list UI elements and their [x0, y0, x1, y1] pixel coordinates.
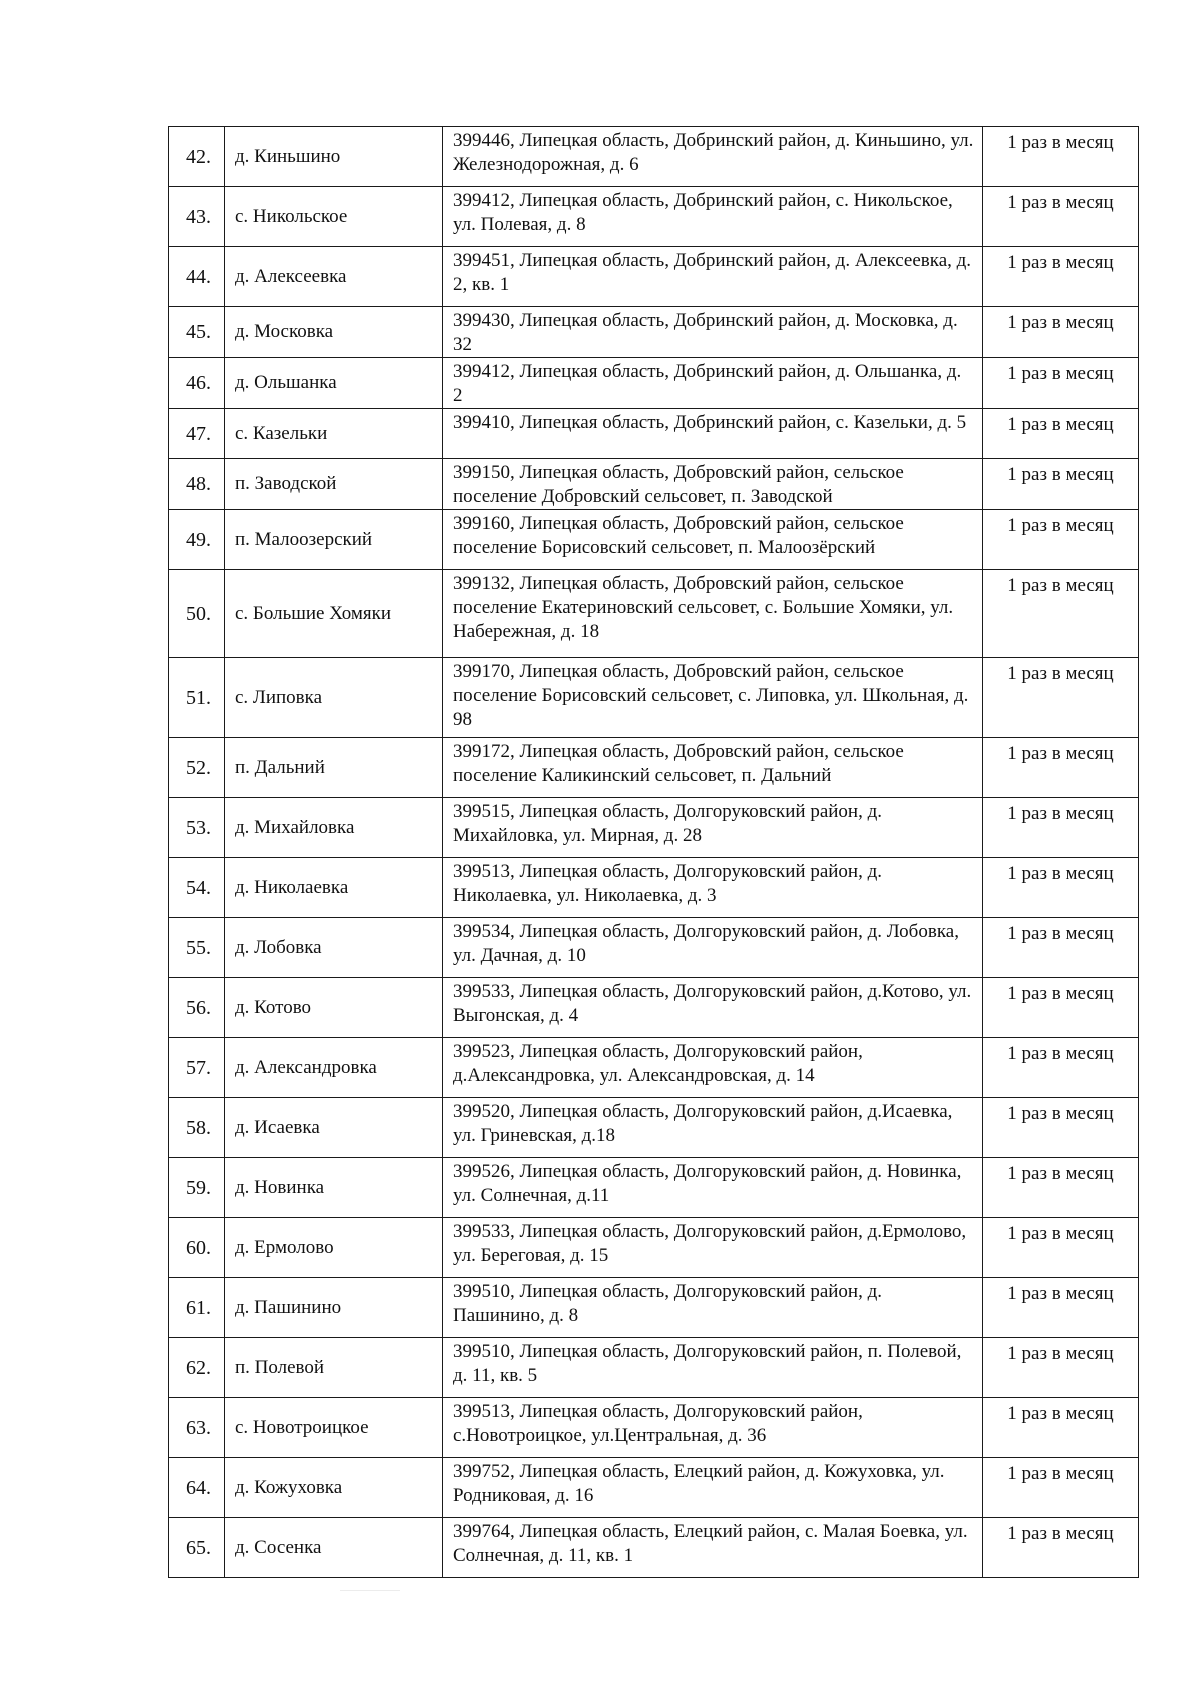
table-body: [169, 127, 1139, 1578]
settlement-name: с. Казельки: [225, 409, 443, 459]
visit-frequency: 1 раз в месяц: [983, 918, 1139, 978]
table-row: [169, 1518, 1139, 1578]
visit-frequency: 1 раз в месяц: [983, 658, 1139, 738]
table-row: [169, 127, 1139, 187]
row-number: 56.: [169, 978, 225, 1038]
settlement-name: д. Московка: [225, 307, 443, 358]
settlement-address: 399412, Липецкая область, Добринский район, с. Никольское, ул. Полевая, д. 8: [443, 187, 983, 247]
table-row: [169, 858, 1139, 918]
settlement-address: 399764, Липецкая область, Елецкий район, с. Малая Боевка, ул. Солнечная, д. 11, кв. 1: [443, 1518, 983, 1578]
visit-frequency: 1 раз в месяц: [983, 510, 1139, 570]
settlement-address: 399523, Липецкая область, Долгоруковский район, д.Александровка, ул. Александровская, д. 14: [443, 1038, 983, 1098]
settlement-address: 399534, Липецкая область, Долгоруковский район, д. Лобовка, ул. Дачная, д. 10: [443, 918, 983, 978]
settlement-name: с. Большие Хомяки: [225, 570, 443, 658]
table-row: [169, 510, 1139, 570]
settlement-address: 399170, Липецкая область, Добровский район, сельское поселение Борисовский сельсовет, с. Липовка, ул. Школьная, д. 98: [443, 658, 983, 738]
settlement-address: 399446, Липецкая область, Добринский район, д. Киньшино, ул. Железнодорожная, д. 6: [443, 127, 983, 187]
table-row: [169, 187, 1139, 247]
settlement-address: 399513, Липецкая область, Долгоруковский район, с.Новотроицкое, ул.Центральная, д. 36: [443, 1398, 983, 1458]
table-row: [169, 1098, 1139, 1158]
visit-frequency: 1 раз в месяц: [983, 1458, 1139, 1518]
settlement-name: п. Заводской: [225, 459, 443, 510]
settlement-address: 399526, Липецкая область, Долгоруковский район, д. Новинка, ул. Солнечная, д.11: [443, 1158, 983, 1218]
settlement-name: д. Кожуховка: [225, 1458, 443, 1518]
table-row: [169, 307, 1139, 358]
visit-frequency: 1 раз в месяц: [983, 1518, 1139, 1578]
visit-frequency: 1 раз в месяц: [983, 978, 1139, 1038]
visit-frequency: 1 раз в месяц: [983, 247, 1139, 307]
row-number: 48.: [169, 459, 225, 510]
settlement-address: 399410, Липецкая область, Добринский район, с. Казельки, д. 5: [443, 409, 983, 459]
settlement-name: с. Никольское: [225, 187, 443, 247]
table-row: [169, 1278, 1139, 1338]
settlement-name: с. Новотроицкое: [225, 1398, 443, 1458]
visit-frequency: 1 раз в месяц: [983, 127, 1139, 187]
scan-mark: [340, 1590, 400, 1591]
visit-frequency: 1 раз в месяц: [983, 459, 1139, 510]
row-number: 65.: [169, 1518, 225, 1578]
table-row: [169, 798, 1139, 858]
row-number: 55.: [169, 918, 225, 978]
row-number: 59.: [169, 1158, 225, 1218]
visit-frequency: 1 раз в месяц: [983, 570, 1139, 658]
row-number: 43.: [169, 187, 225, 247]
table-row: [169, 978, 1139, 1038]
settlement-address: 399172, Липецкая область, Добровский район, сельское поселение Каликинский сельсовет, п. Дальний: [443, 738, 983, 798]
row-number: 63.: [169, 1398, 225, 1458]
visit-frequency: 1 раз в месяц: [983, 738, 1139, 798]
table-row: [169, 409, 1139, 459]
table-row: [169, 918, 1139, 978]
settlement-address: 399412, Липецкая область, Добринский район, д. Ольшанка, д. 2: [443, 358, 983, 409]
row-number: 61.: [169, 1278, 225, 1338]
row-number: 64.: [169, 1458, 225, 1518]
table-row: [169, 1158, 1139, 1218]
table-row: [169, 1398, 1139, 1458]
visit-frequency: 1 раз в месяц: [983, 358, 1139, 409]
table-row: [169, 1338, 1139, 1398]
visit-frequency: 1 раз в месяц: [983, 858, 1139, 918]
visit-frequency: 1 раз в месяц: [983, 1158, 1139, 1218]
table-row: [169, 459, 1139, 510]
settlement-name: д. Исаевка: [225, 1098, 443, 1158]
settlement-address: 399510, Липецкая область, Долгоруковский район, п. Полевой, д. 11, кв. 5: [443, 1338, 983, 1398]
settlement-name: д. Александровка: [225, 1038, 443, 1098]
row-number: 52.: [169, 738, 225, 798]
visit-frequency: 1 раз в месяц: [983, 798, 1139, 858]
visit-frequency: 1 раз в месяц: [983, 1038, 1139, 1098]
visit-frequency: 1 раз в месяц: [983, 1278, 1139, 1338]
settlement-name: с. Липовка: [225, 658, 443, 738]
row-number: 62.: [169, 1338, 225, 1398]
settlement-address: 399150, Липецкая область, Добровский район, сельское поселение Добровский сельсовет, п. Заводской: [443, 459, 983, 510]
settlement-name: п. Дальний: [225, 738, 443, 798]
settlement-name: д. Новинка: [225, 1158, 443, 1218]
settlement-name: д. Киньшино: [225, 127, 443, 187]
settlement-name: д. Ермолово: [225, 1218, 443, 1278]
row-number: 49.: [169, 510, 225, 570]
row-number: 57.: [169, 1038, 225, 1098]
settlement-name: д. Алексеевка: [225, 247, 443, 307]
table-row: [169, 358, 1139, 409]
settlement-address: 399451, Липецкая область, Добринский район, д. Алексеевка, д. 2, кв. 1: [443, 247, 983, 307]
settlement-name: д. Сосенка: [225, 1518, 443, 1578]
row-number: 53.: [169, 798, 225, 858]
settlement-name: д. Котово: [225, 978, 443, 1038]
visit-frequency: 1 раз в месяц: [983, 1098, 1139, 1158]
settlements-table: [168, 126, 1139, 1578]
row-number: 50.: [169, 570, 225, 658]
table-row: [169, 658, 1139, 738]
settlement-address: 399510, Липецкая область, Долгоруковский район, д. Пашинино, д. 8: [443, 1278, 983, 1338]
table-row: [169, 1038, 1139, 1098]
settlement-name: д. Пашинино: [225, 1278, 443, 1338]
settlement-name: д. Ольшанка: [225, 358, 443, 409]
row-number: 58.: [169, 1098, 225, 1158]
row-number: 60.: [169, 1218, 225, 1278]
table-row: [169, 570, 1139, 658]
settlement-address: 399533, Липецкая область, Долгоруковский район, д.Котово, ул. Выгонская, д. 4: [443, 978, 983, 1038]
visit-frequency: 1 раз в месяц: [983, 409, 1139, 459]
settlement-address: 399160, Липецкая область, Добровский район, сельское поселение Борисовский сельсовет, п. Малоозёрский: [443, 510, 983, 570]
settlement-name: п. Полевой: [225, 1338, 443, 1398]
row-number: 54.: [169, 858, 225, 918]
settlement-name: п. Малоозерский: [225, 510, 443, 570]
row-number: 45.: [169, 307, 225, 358]
row-number: 42.: [169, 127, 225, 187]
settlement-address: 399752, Липецкая область, Елецкий район, д. Кожуховка, ул. Родниковая, д. 16: [443, 1458, 983, 1518]
settlement-address: 399520, Липецкая область, Долгоруковский район, д.Исаевка, ул. Гриневская, д.18: [443, 1098, 983, 1158]
table-row: [169, 247, 1139, 307]
settlement-name: д. Лобовка: [225, 918, 443, 978]
visit-frequency: 1 раз в месяц: [983, 1338, 1139, 1398]
settlement-address: 399430, Липецкая область, Добринский район, д. Московка, д. 32: [443, 307, 983, 358]
table-row: [169, 738, 1139, 798]
table-row: [169, 1458, 1139, 1518]
row-number: 51.: [169, 658, 225, 738]
visit-frequency: 1 раз в месяц: [983, 1398, 1139, 1458]
settlement-address: 399132, Липецкая область, Добровский район, сельское поселение Екатериновский сельсовет, с. Большие Хомяки, ул. Набережная, д. 18: [443, 570, 983, 658]
settlement-name: д. Михайловка: [225, 798, 443, 858]
visit-frequency: 1 раз в месяц: [983, 1218, 1139, 1278]
settlement-address: 399515, Липецкая область, Долгоруковский район, д. Михайловка, ул. Мирная, д. 28: [443, 798, 983, 858]
table-row: [169, 1218, 1139, 1278]
row-number: 44.: [169, 247, 225, 307]
settlement-address: 399533, Липецкая область, Долгоруковский район, д.Ермолово, ул. Береговая, д. 15: [443, 1218, 983, 1278]
settlement-name: д. Николаевка: [225, 858, 443, 918]
visit-frequency: 1 раз в месяц: [983, 187, 1139, 247]
row-number: 46.: [169, 358, 225, 409]
visit-frequency: 1 раз в месяц: [983, 307, 1139, 358]
settlement-address: 399513, Липецкая область, Долгоруковский район, д. Николаевка, ул. Николаевка, д. 3: [443, 858, 983, 918]
row-number: 47.: [169, 409, 225, 459]
